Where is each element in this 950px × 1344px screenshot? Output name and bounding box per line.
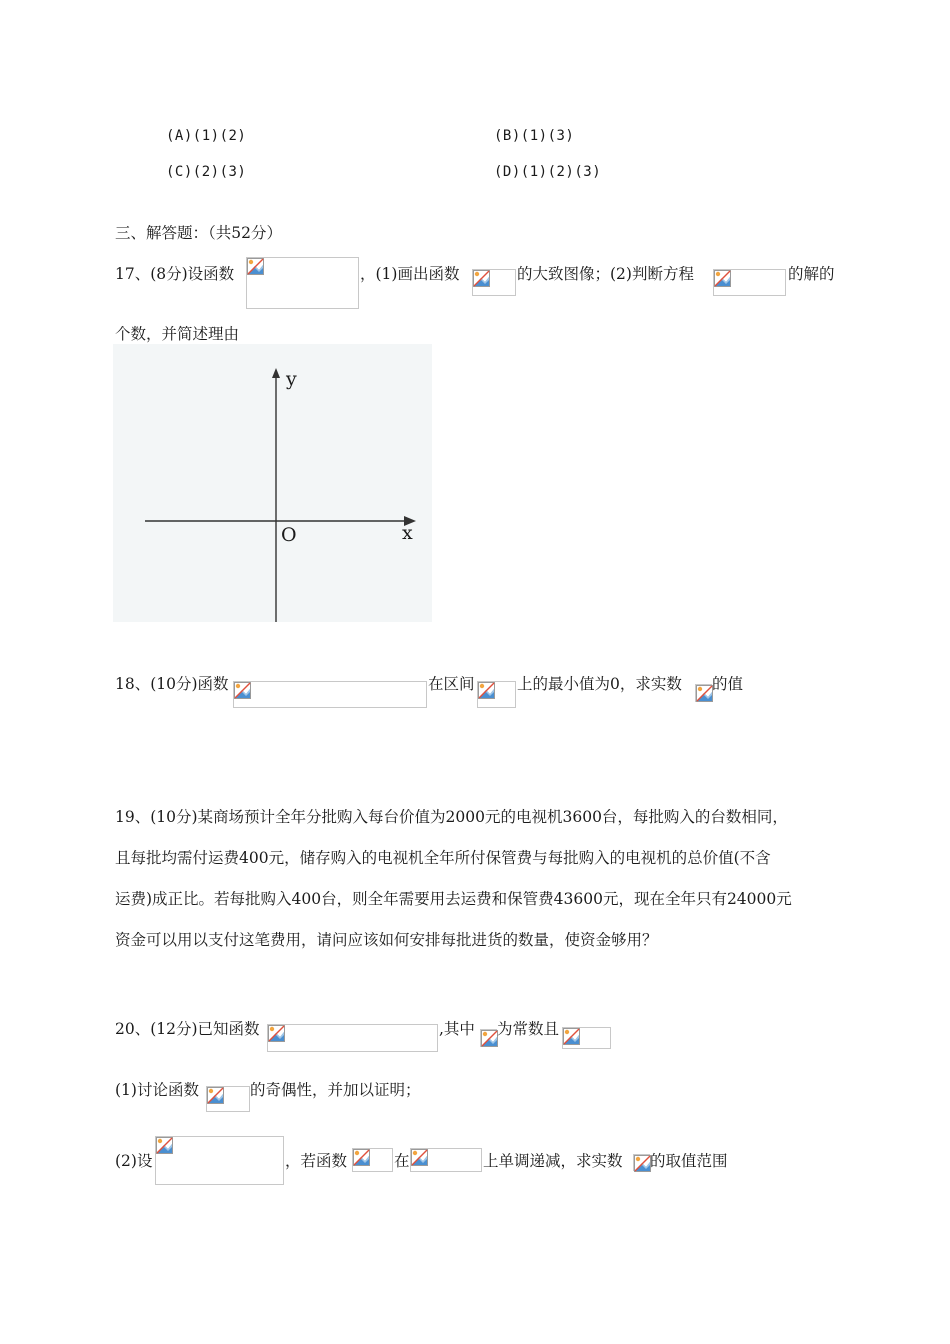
broken-image-icon <box>481 1030 498 1047</box>
y-axis-arrow <box>272 368 280 378</box>
formula-image <box>246 257 359 309</box>
q20-text-1: 20、(12分)已知函数 <box>115 1020 260 1038</box>
q19-line-1: 19、(10分)某商场预计全年分批购入每台价值为2000元的电视机3600台，每批购入的台数相同， <box>115 808 788 826</box>
formula-image <box>633 1154 650 1171</box>
formula-image <box>410 1148 482 1172</box>
q18-text-1: 18、(10分)函数 <box>115 675 229 693</box>
q20-sub1-text-1: (1)讨论函数 <box>115 1081 199 1099</box>
formula-image <box>352 1148 393 1172</box>
q19-line-3: 运费)成正比。若每批购入400台，则全年需要用去运费和保管费43600元，现在全年只有24000元 <box>115 890 792 908</box>
broken-image-icon <box>411 1149 428 1166</box>
formula-image <box>562 1027 611 1049</box>
formula-image <box>477 681 516 708</box>
formula-image <box>480 1029 497 1047</box>
broken-image-icon <box>473 270 490 287</box>
broken-image-icon <box>563 1028 580 1045</box>
q20-text-3: 为常数且 <box>497 1020 560 1038</box>
formula-image <box>233 681 427 708</box>
q20-sub2-text-2: ，若函数 <box>285 1152 348 1170</box>
q18-text-4: 的值 <box>712 675 744 693</box>
x-axis-label: x <box>402 522 413 544</box>
origin-label: O <box>281 524 297 546</box>
option-b: (B)(1)(3) <box>494 128 575 144</box>
broken-image-icon <box>247 258 264 275</box>
formula-image <box>695 684 712 702</box>
q17-text-3: 的大致图像；(2)判断方程 <box>517 265 694 283</box>
q18-text-3: 上的最小值为0，求实数 <box>517 675 682 693</box>
q20-sub2-text-5: 的取值范围 <box>650 1152 728 1170</box>
broken-image-icon <box>353 1149 370 1166</box>
q18-text-2: 在区间 <box>428 675 475 693</box>
q20-sub2-text-4: 上单调递减，求实数 <box>483 1152 623 1170</box>
option-d: (D)(1)(2)(3) <box>494 164 602 180</box>
section-title: 三、解答题：（共52分） <box>115 224 282 242</box>
formula-image <box>206 1086 250 1112</box>
broken-image-icon <box>634 1155 651 1172</box>
q17-text-2: ，(1)画出函数 <box>360 265 460 283</box>
broken-image-icon <box>478 682 495 699</box>
broken-image-icon <box>714 270 731 287</box>
q20-sub1-text-2: 的奇偶性，并加以证明； <box>250 1081 421 1099</box>
broken-image-icon <box>234 682 251 699</box>
q20-text-2: ,其中 <box>439 1020 475 1038</box>
q20-sub2-text-1: (2)设 <box>115 1152 153 1170</box>
formula-image <box>155 1136 284 1185</box>
formula-image <box>267 1024 438 1052</box>
broken-image-icon <box>268 1025 285 1042</box>
q17-text-1: 17、(8分)设函数 <box>115 265 235 283</box>
option-c: (C)(2)(3) <box>166 164 247 180</box>
formula-image <box>472 269 516 296</box>
q19-line-2: 且每批均需付运费400元，储存购入的电视机全年所付保管费与每批购入的电视机的总价值(不含 <box>115 849 771 867</box>
q19-line-4: 资金可以用以支付这笔费用，请问应该如何安排每批进货的数量，使资金够用？ <box>115 931 658 949</box>
axes-figure <box>113 344 432 622</box>
q20-sub2-text-3: 在 <box>394 1152 410 1170</box>
broken-image-icon <box>207 1087 224 1104</box>
formula-image <box>713 269 786 296</box>
broken-image-icon <box>156 1137 173 1154</box>
q17-text-4: 的解的 <box>788 265 835 283</box>
coordinate-graph <box>113 344 432 622</box>
broken-image-icon <box>696 685 713 702</box>
option-a: (A)(1)(2) <box>166 128 247 144</box>
y-axis-label: y <box>286 368 297 390</box>
q17-line-2: 个数，并简述理由 <box>115 325 240 343</box>
